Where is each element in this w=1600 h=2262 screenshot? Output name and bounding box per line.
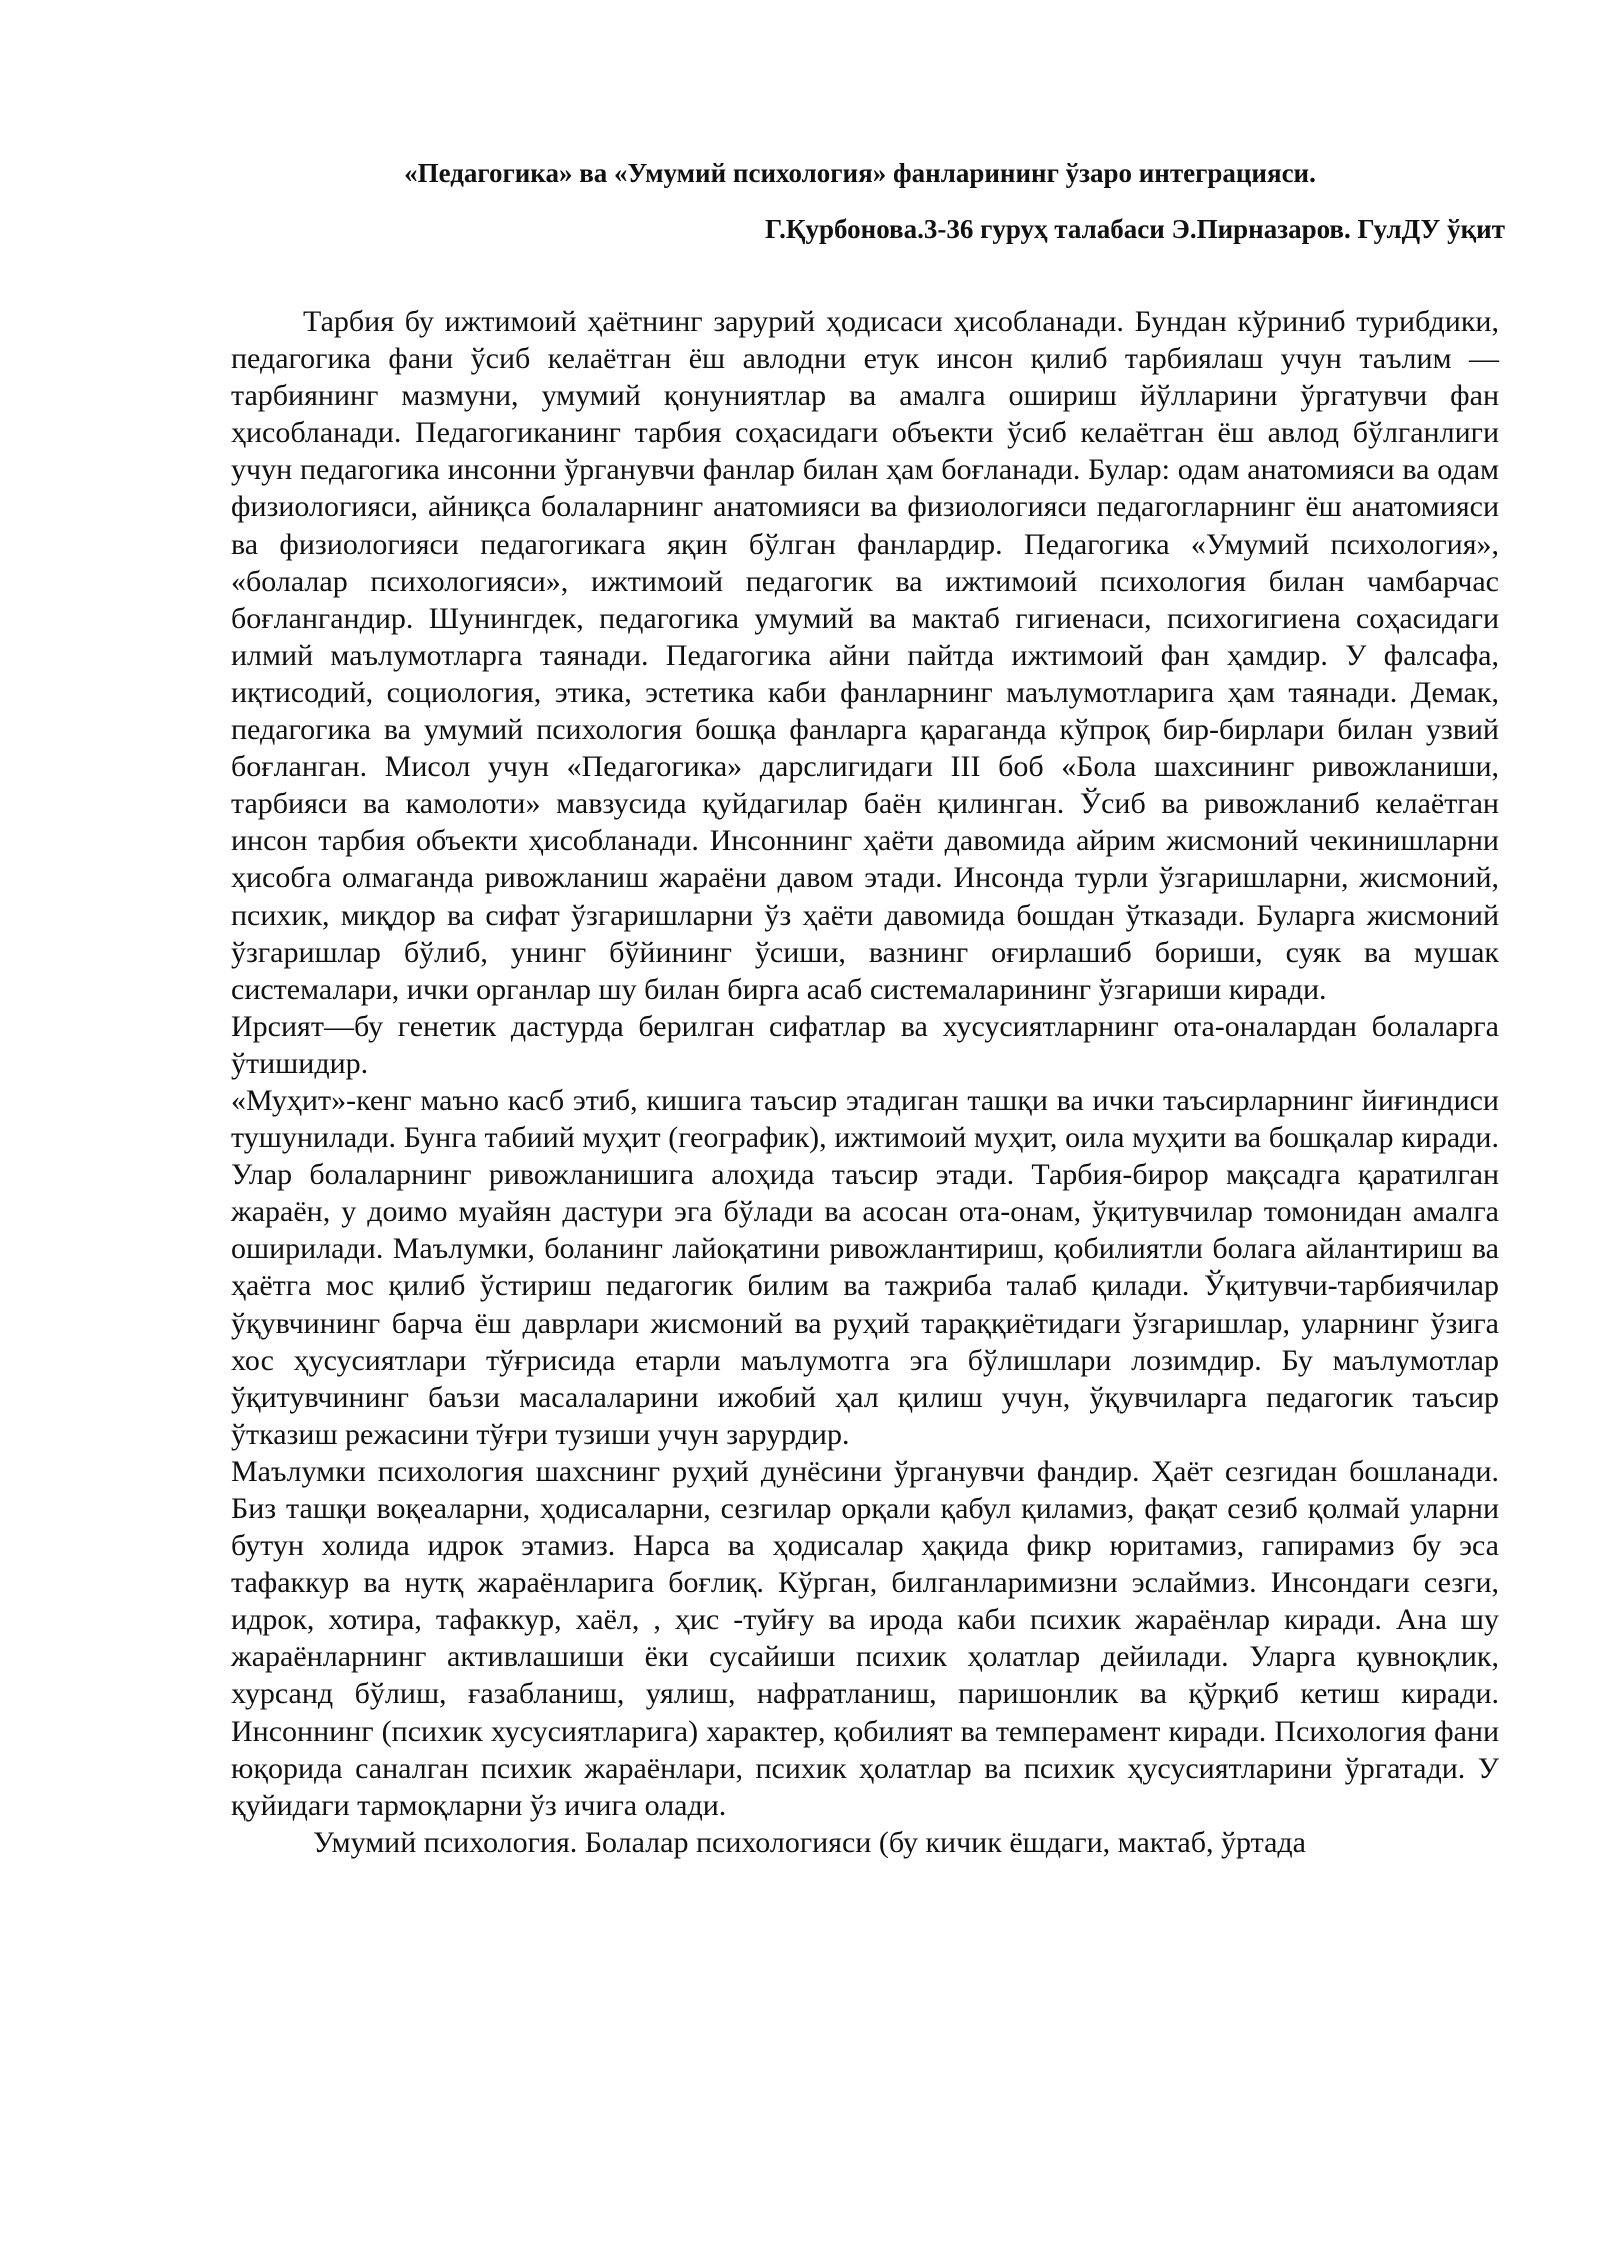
paragraph-heredity: Ирсият—бу генетик дастурда берилган сифатлар ва хусусиятларнинг ота-оналардан болаларга ўтишидир. (231, 1009, 1499, 1080)
paragraph-upbringing: Тарбия бу ижтимоий ҳаётнинг зарурий ҳодисаси ҳисобланади. Бундан кўриниб турибдики, педагогика фани ўсиб келаётган ёш авлодни етук инсон қилиб тарбиялаш учун таълим — тарбиянинг мазмуни, умумий қонуниятлар ва амалга ошириш йўлларини ўргатувчи фан ҳисобланади. Педагогиканинг тарбия соҳасидаги объекти ўсиб келаётган ёш авлод бўлганлиги учун педагогика инсонни ўрганувчи фанлар билан ҳам боғланади. Булар: одам анатомияси ва одам физиологияси, айниқса болаларнинг анатомияси ва физиологияси педагогларнинг ёш анатомияси ва физиологияси педагогикага яқин бўлган фанлардир. Педагогика «Умумий психология», «болалар психологияси», ижтимоий педагогик ва ижтимоий психология билан чамбарчас боғлангандир. Шунингдек, педагогика умумий ва мактаб гигиенаси, психогигиена соҳасидаги илмий маълумотларга таянади. Педагогика айни пайтда ижтимоий фан ҳамдир. У фалсафа, иқтисодий, социология, этика, эстетика каби фанларнинг маълумотларига ҳам таянади. Демак, педагогика ва умумий психология бошқа фанларга қараганда кўпроқ бир-бирлари билан узвий боғланган. Мисол учун «Педагогика» дарслигидаги III боб «Бола шахсининг ривожланиши, тарбияси ва камолоти» мавзусида қуйдагилар баён қилинган. Ўсиб ва ривожланиб келаётган инсон тарбия объекти ҳисобланади. Инсоннинг ҳаёти давомида айрим жисмоний чекинишларни ҳисобга олмаганда ривожланиш жараёни давом этади. Инсонда турли ўзгаришларни, жисмоний, психик, миқдор ва сифат ўзгаришларни ўз ҳаёти давомида бошдан ўтказади. Буларга жисмоний ўзгаришлар бўлиб, унинг бўйининг ўсиши, вазнинг оғирлашиб бориши, суяк ва мушак системалари, ички органлар шу билан бирга асаб системаларининг ўзгариши киради. (231, 305, 1499, 1006)
paragraph-general-psychology: Умумий психология. Болалар психологияси (бу кичик ёшдаги, мактаб, ўртада (313, 1825, 1306, 1859)
paragraph-environment: «Муҳит»-кенг маъно касб этиб, кишига таъсир этадиган ташқи ва ички таъсирларнинг йиғиндиси тушунилади. Бунга табиий муҳит (географик), ижтимоий муҳит, оила муҳити ва бошқалар киради. Улар болаларнинг ривожланишига алоҳида таъсир этади. Тарбия-бирор мақсадга қаратилган жараён, у доимо муайян дастури эга бўлади ва асосан ота-онам, ўқитувчилар томонидан амалга оширилади. Маълумки, боланинг лайоқатини ривожлантириш, қобилиятли болага айлантириш ва ҳаётга мос қилиб ўстириш педагогик билим ва тажриба талаб қилади. Ўқитувчи-тарбиячилар ўқувчининг барча ёш даврлари жисмоний ва руҳий тараққиётидаги ўзгаришлар, уларнинг ўзига хос ҳусусиятлари тўғрисида етарли маълумотга эга бўлишлари лозимдир. Бу маълумотлар ўқитувчининг баъзи масалаларини ижобий ҳал қилиш учун, ўқувчиларга педагогик таъсир ўтказиш режасини тўғри тузиши учун зарурдир. (231, 1083, 1499, 1451)
author-byline: Г.Қурбонова.3-36 гуруҳ талабаси Э.Пирназаров. ГулДУ ўқит (765, 214, 1505, 244)
document-title: «Педагогика» ва «Умумий психология» фанларининг ўзаро интеграцияси. (404, 158, 1316, 188)
document-body (231, 303, 1499, 1861)
paragraph-psychology: Маълумки психология шахснинг руҳий дунёсини ўрганувчи фандир. Ҳаёт сезгидан бошланади. Биз ташқи воқеаларни, ҳодисаларни, сезгилар орқали қабул қиламиз, фақат сезиб қолмай уларни бутун холида идрок этамиз. Нарса ва ҳодисалар ҳақида фикр юритамиз, гапирамиз бу эса тафаккур ва нутқ жараёнларига боғлиқ. Кўрган, билганларимизни эслаймиз. Инсондаги сезги, идрок, хотира, тафаккур, хаёл, , ҳис -туйғу ва ирода каби психик жараёнлар киради. Ана шу жараёнларнинг активлашиши ёки сусайиши психик ҳолатлар дейилади. Уларга қувноқлик, хурсанд бўлиш, ғазабланиш, уялиш, нафратланиш, паришонлик ва қўрқиб кетиш киради. Инсоннинг (психик хусусиятларига) характер, қобилият ва темперамент киради. Психология фани юқорида саналган психик жараёнлари, психик ҳолатлар ва психик ҳусусиятларини ўргатади. У қуйидаги тармоқларни ўз ичига олади. (231, 1454, 1499, 1822)
